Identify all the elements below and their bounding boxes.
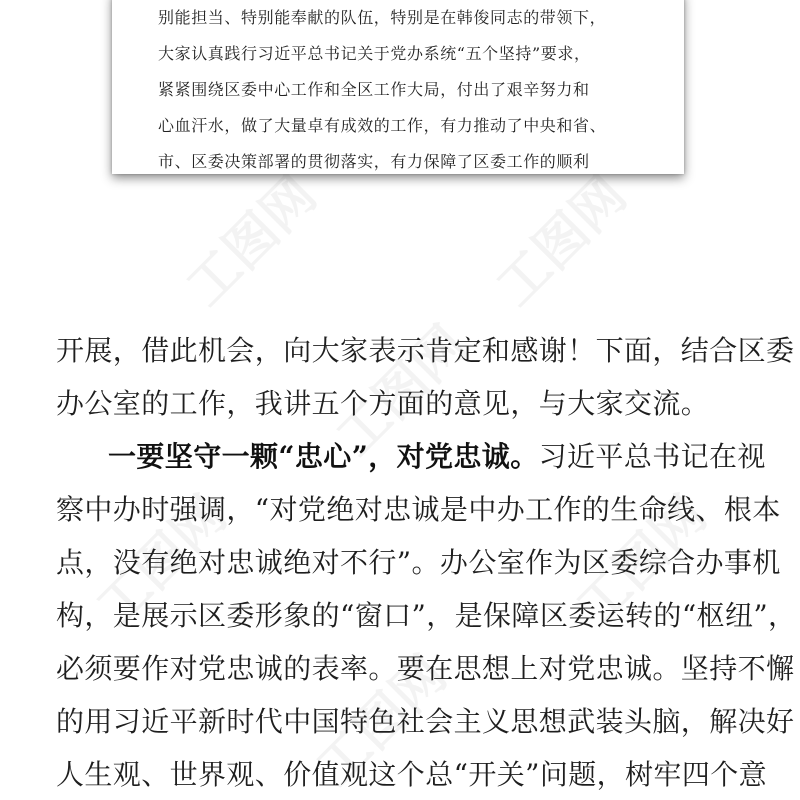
preview-line: 别能担当、特别能奉献的队伍，特别是在韩俊同志的带领下， (158, 8, 607, 27)
watermark: 工图网 (565, 485, 719, 638)
body-line: 察中办时强调，“对党绝对忠诚是中办工作的生命线、根本 (56, 493, 781, 526)
section-heading-line (56, 430, 766, 483)
section-heading: 一要坚守一颗“忠心”，对党忠诚。 (108, 440, 539, 473)
body-line: 的用习近平新时代中国特色社会主义思想武装头脑，解决好 (56, 705, 795, 738)
body-line: 构，是展示区委形象的“窗口”，是保障区委运转的“枢纽”， (56, 599, 797, 632)
body-line: 开展，借此机会，向大家表示肯定和感谢！下面，结合区委 (56, 334, 795, 367)
document-page-preview (112, 0, 684, 174)
watermark: 工图网 (305, 645, 459, 798)
section-heading-continuation: 习近平总书记在视 (538, 440, 766, 473)
watermark: 工图网 (325, 315, 479, 468)
body-line: 人生观、世界观、价值观这个总“开关”问题，树牢四个意 (56, 758, 768, 791)
body-line: 必须要作对党忠诚的表率。要在思想上对党忠诚。坚持不懈 (56, 652, 795, 685)
preview-text (158, 0, 658, 180)
preview-line: 紧紧围绕区委中心工作和全区工作大局，付出了艰辛努力和 (158, 80, 590, 99)
preview-line: 心血汗水，做了大量卓有成效的工作，有力推动了中央和省、 (158, 116, 607, 135)
preview-line: 大家认真践行习近平总书记关于党办系统“五个坚持”要求， (158, 44, 591, 63)
watermark: 工图网 (485, 165, 639, 318)
body-line: 办公室的工作，我讲五个方面的意见，与大家交流。 (56, 387, 710, 420)
body-line: 点，没有绝对忠诚绝对不行”。办公室作为区委综合办事机 (56, 546, 781, 579)
preview-line: 市、区委决策部署的贯彻落实，有力保障了区委工作的顺利 (158, 152, 590, 171)
watermark: 工图网 (85, 485, 239, 638)
watermark: 工图网 (175, 165, 329, 318)
document-body (56, 324, 797, 800)
